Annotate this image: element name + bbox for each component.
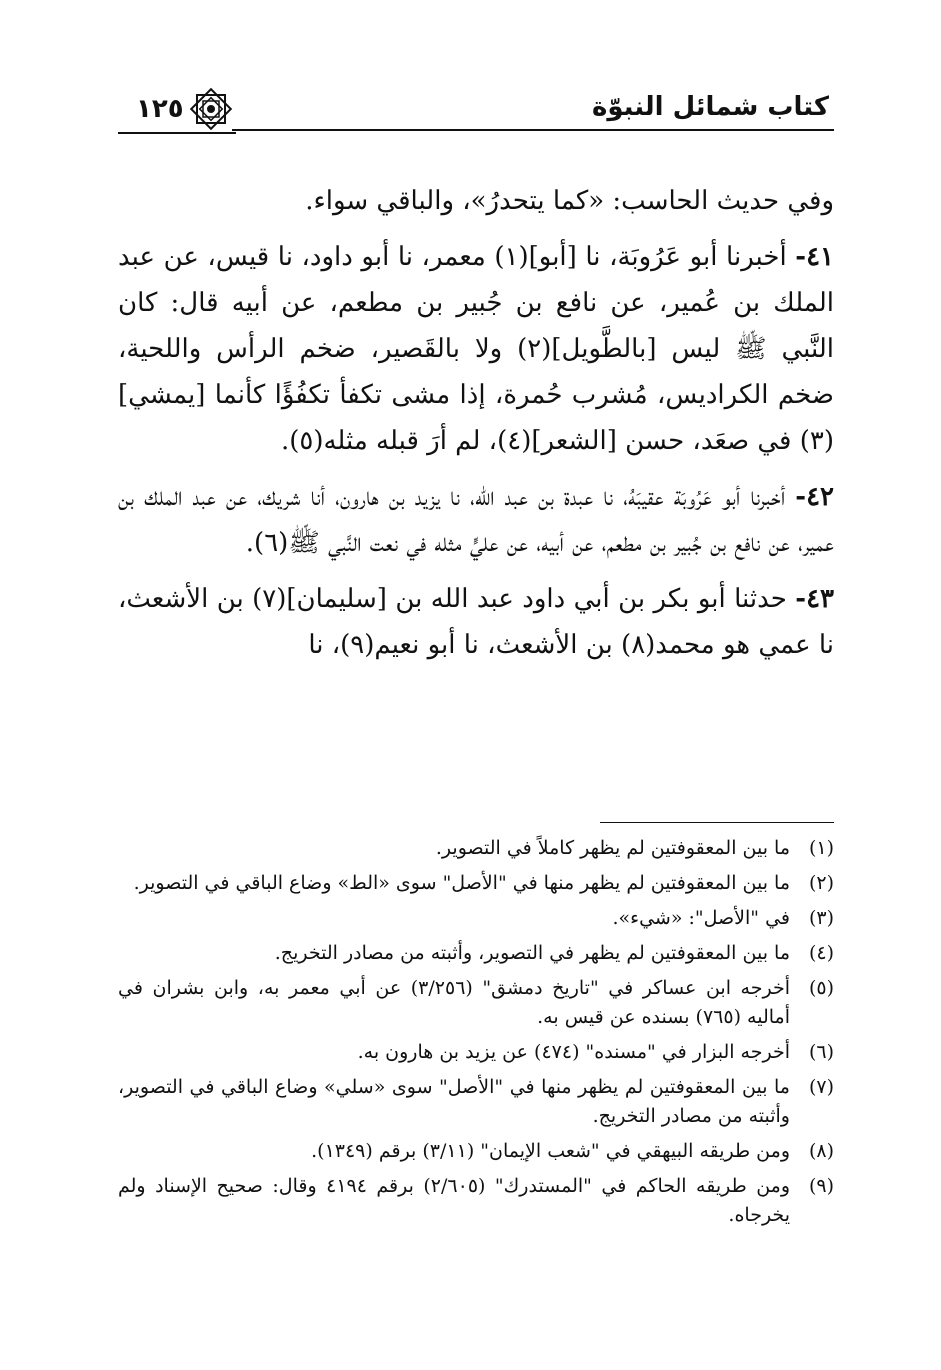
hadith-number: ٤١- [795,242,834,272]
footnote-number: (٧) [808,1076,834,1098]
footnote-item [118,1038,834,1067]
footnote-number: (٥) [808,977,834,999]
footnote-text: ومن طريقه الحاكم في "المستدرك" (٢/٦٠٥) برقم ٤١٩٤ وقال: صحيح الإسناد ولم يخرجاه. [118,1175,791,1226]
footnote-number: (٨) [808,1140,834,1162]
footnote-number: (٦) [808,1041,834,1063]
paragraph-43 [118,576,834,668]
footnote-text: ما بين المعقوفتين لم يظهر في التصوير، وأثبته من مصادر التخريج. [274,942,790,964]
footnote-item [118,834,834,863]
hadith-text: أخبرنا أبو عَرُوبَة، نا [أبو](١) معمر، نا أبو داود، نا قيس، عن عبد الملك بن عُمير، عن نافع بن جُبير بن مطعم، عن أبيه قال: كان النَّبي ﷺ ليس [بالطَّويل](٢) ولا بالقَصير، ضخم الرأس واللحية، ضخم الكراديس، مُشرب حُمرة، إذا مشى تكفأ تكفُؤًا كأنما [يمشي](٣) في صعَد، حسن [الشعر](٤)، لم أرَ قبله مثله(٥). [118,242,834,456]
footnote-item [118,904,834,933]
footnote-number: (٤) [808,942,834,964]
hadith-text: حدثنا أبو بكر بن أبي داود عبد الله بن [سليمان](٧) بن الأشعث، نا عمي هو محمد(٨) بن الأشعث، نا أبو نعيم(٩)، نا [118,584,834,660]
page-number: ١٢٥ [136,94,184,124]
footnotes [118,834,834,1236]
running-header-title: كتاب شمائل النبوّة [591,92,829,122]
paragraph-41 [118,234,834,464]
footnote-number: (٢) [808,872,834,894]
footnote-separator [600,822,834,823]
paragraph: وفي حديث الحاسب: «كما يتحدرُ»، والباقي سواء. [305,186,834,216]
footnote-text: ما بين المعقوفتين لم يظهر منها في "الأصل" سوى «الط» وضاع الباقي في التصوير. [133,872,790,894]
footnote-item [118,1172,834,1230]
footnote-item [118,974,834,1032]
paragraph-42 [118,474,834,566]
footnote-text: أخرجه البزار في "مسنده" (٤٧٤) عن يزيد بن هارون به. [357,1041,790,1063]
main-text [118,178,834,668]
footnote-text: ما بين المعقوفتين لم يظهر منها في "الأصل" سوى «سلي» وضاع الباقي في التصوير، وأثبته من مصادر التخريج. [118,1076,790,1127]
footnote-item [118,869,834,898]
footnote-number: (٣) [808,907,834,929]
hadith-number: ٤٣- [795,584,834,614]
hadith-number: ٤٢- [795,482,835,512]
header-rule [118,132,236,134]
footnote-item [118,1137,834,1166]
footnote-item [118,1073,834,1131]
footnote-text: ما بين المعقوفتين لم يظهر كاملاً في التصوير. [435,837,790,859]
header-rule [232,129,834,131]
footnote-text: ومن طريقه البيهقي في "شعب الإيمان" (٣/١١) برقم (١٣٤٩). [311,1140,790,1162]
footnote-number: (٩) [808,1175,834,1197]
footnote-number: (١) [808,837,834,859]
footnote-text: أخرجه ابن عساكر في "تاريخ دمشق" (٣/٢٥٦) عن أبي معمر به، وابن بشران في أماليه (٧٦٥) بسنده عن قيس به. [118,977,790,1028]
footnote-item [118,939,834,968]
footnote-text: في "الأصل": «شيء». [612,907,790,929]
ornament-icon [188,86,234,132]
hadith-text: أخبرنا أبو عَرُوبَة عقيبَهُ، نا عبدة بن عبد الله، نا يزيد بن هارون، أنا شريك، عن عبد الملك بن عمير، عن نافع بن جُبير بن مطعم، عن أبيه، عن عليٍّ مثله في نعت النَّبي ﷺ(٦). [118,482,834,558]
